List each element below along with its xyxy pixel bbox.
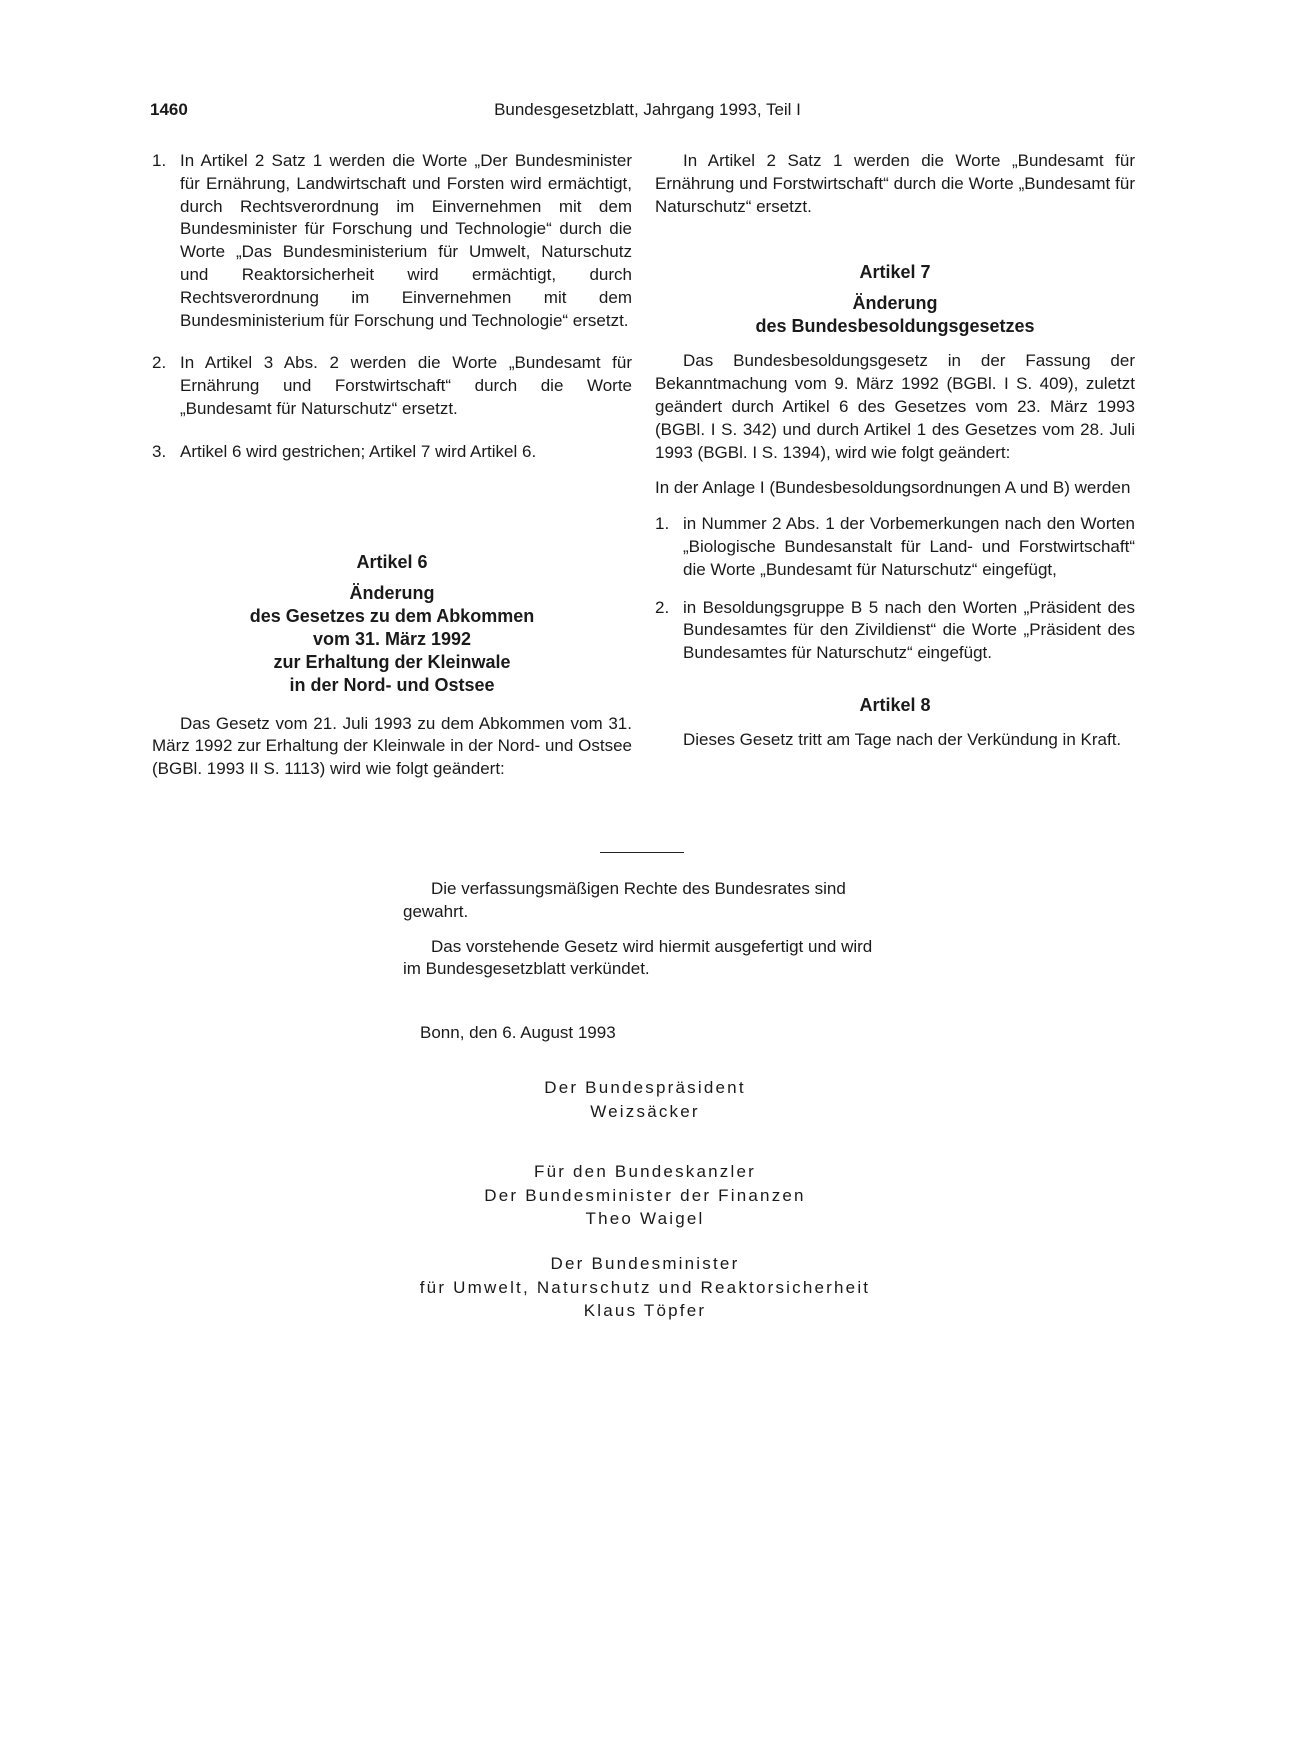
signature-line: Weizsäcker (590, 1101, 700, 1121)
subtitle-line: in der Nord- und Ostsee (289, 674, 495, 695)
subtitle-line: zur Erhaltung der Kleinwale (273, 651, 511, 672)
running-title: Bundesgesetzblatt, Jahrgang 1993, Teil I (494, 100, 801, 119)
intro-paragraph: In Artikel 2 Satz 1 werden die Worte „Bundesamt für Ernährung und Forstwirtschaft“ durch die Worte „Bundesamt für Naturschutz“ ersetzt. (655, 151, 1135, 216)
signature-line: Der Bundespräsident (544, 1078, 746, 1097)
signature-line: Klaus Töpfer (583, 1301, 707, 1320)
artikel-7-subtitle (655, 292, 1135, 338)
page-number: 1460 (150, 100, 188, 119)
signature-line: Der Bundesminister der Finanzen (484, 1185, 806, 1205)
artikel-7-annex: In der Anlage I (Bundesbesoldungsordnungen A und B) werden (655, 478, 1131, 498)
subtitle-line: des Gesetzes zu dem Abkommen (249, 605, 535, 626)
page-header (150, 100, 1145, 124)
place-date: Bonn, den 6. August 1993 (420, 1023, 616, 1042)
section-divider (600, 852, 684, 853)
left-column (152, 150, 632, 794)
item-text: In Artikel 3 Abs. 2 werden die Worte „Bundesamt für Ernährung und Forstwirtschaft“ durch die Worte „Bundesamt für Naturschutz“ ersetzt. (180, 353, 632, 418)
artikel-6-subtitle (152, 582, 632, 697)
artikel-6-body: Das Gesetz vom 21. Juli 1993 zu dem Abkommen vom 31. März 1992 zur Erhaltung der Kleinwale in der Nord- und Ostsee (BGBl. 1993 II S. 1113) wird wie folgt geändert: (152, 713, 632, 779)
item-text: in Nummer 2 Abs. 1 der Vorbemerkungen nach den Worten „Biologische Bundesanstalt für Land- und Forstwirtschaft“ die Worte „Bundesamt für Naturschutz“ eingefügt, (683, 514, 1135, 579)
artikel-8-title: Artikel 8 (859, 694, 931, 715)
list-item (655, 513, 1135, 581)
closing-formula (403, 878, 887, 993)
signature-line: Für den Bundeskanzler (534, 1162, 756, 1181)
signature-line: Theo Waigel (585, 1209, 705, 1228)
subtitle-line: vom 31. März 1992 (312, 628, 472, 649)
subtitle-line: Änderung (349, 582, 435, 603)
artikel-6-title: Artikel 6 (356, 551, 428, 572)
signature-line: für Umwelt, Naturschutz und Reaktorsicherheit (419, 1277, 871, 1297)
signature-block-president (300, 1076, 990, 1123)
signature-line: Der Bundesminister (550, 1254, 740, 1273)
artikel-7-body: Das Bundesbesoldungsgesetz in der Fassung der Bekanntmachung vom 9. März 1992 (BGBl. I S. 409), zuletzt geändert durch Artikel 6 des Gesetzes vom 23. März 1993 (BGBl. I S. 342) und durch Artikel 1 des Gesetzes vom 28. Juli 1993 (BGBl. I S. 1394), wird wie folgt geändert: (655, 351, 1135, 462)
item-number: 1. (655, 514, 670, 534)
promulgation-statement: Das vorstehende Gesetz wird hiermit ausgefertigt und wird im Bundesgesetzblatt verkündet. (403, 936, 873, 979)
artikel-8-body: Dieses Gesetz tritt am Tage nach der Verkündung in Kraft. (683, 729, 1122, 749)
item-text: in Besoldungsgruppe B 5 nach den Worten „Präsident des Bundesamtes für den Zivildienst“ die Worte „Präsident des Bundesamtes für Naturschutz“ eingefügt. (683, 597, 1135, 663)
right-column (655, 150, 1135, 765)
item-number: 2. (655, 597, 670, 617)
item-number: 1. (152, 151, 167, 170)
item-text: In Artikel 2 Satz 1 werden die Worte „Der Bundesminister für Ernährung, Landwirtschaft und Forsten wird ermächtigt, durch Rechtsverordnung im Einvernehmen mit dem Bundesminister für Forschung und Technologie“ durch die Worte „Das Bundesministerium für Umwelt, Naturschutz und Reaktorsicherheit wird ermächtigt, durch Rechtsverordnung im Einvernehmen mit dem Bundesministerium für Forschung und Technologie“ ersetzt. (180, 151, 632, 330)
item-text: Artikel 6 wird gestrichen; Artikel 7 wird Artikel 6. (180, 441, 537, 461)
subtitle-line: des Bundesbesoldungsgesetzes (755, 316, 1035, 337)
item-number: 3. (152, 441, 167, 461)
list-item (152, 441, 632, 464)
item-number: 2. (152, 353, 167, 373)
artikel-7-title: Artikel 7 (859, 262, 931, 283)
subtitle-line: Änderung (852, 293, 938, 314)
rights-statement: Die verfassungsmäßigen Rechte des Bundesrates sind gewahrt. (403, 879, 846, 921)
list-item (152, 352, 632, 420)
list-item (152, 150, 632, 332)
list-item (655, 597, 1135, 665)
signature-block-finance (300, 1160, 990, 1231)
signature-block-environment (300, 1252, 990, 1323)
